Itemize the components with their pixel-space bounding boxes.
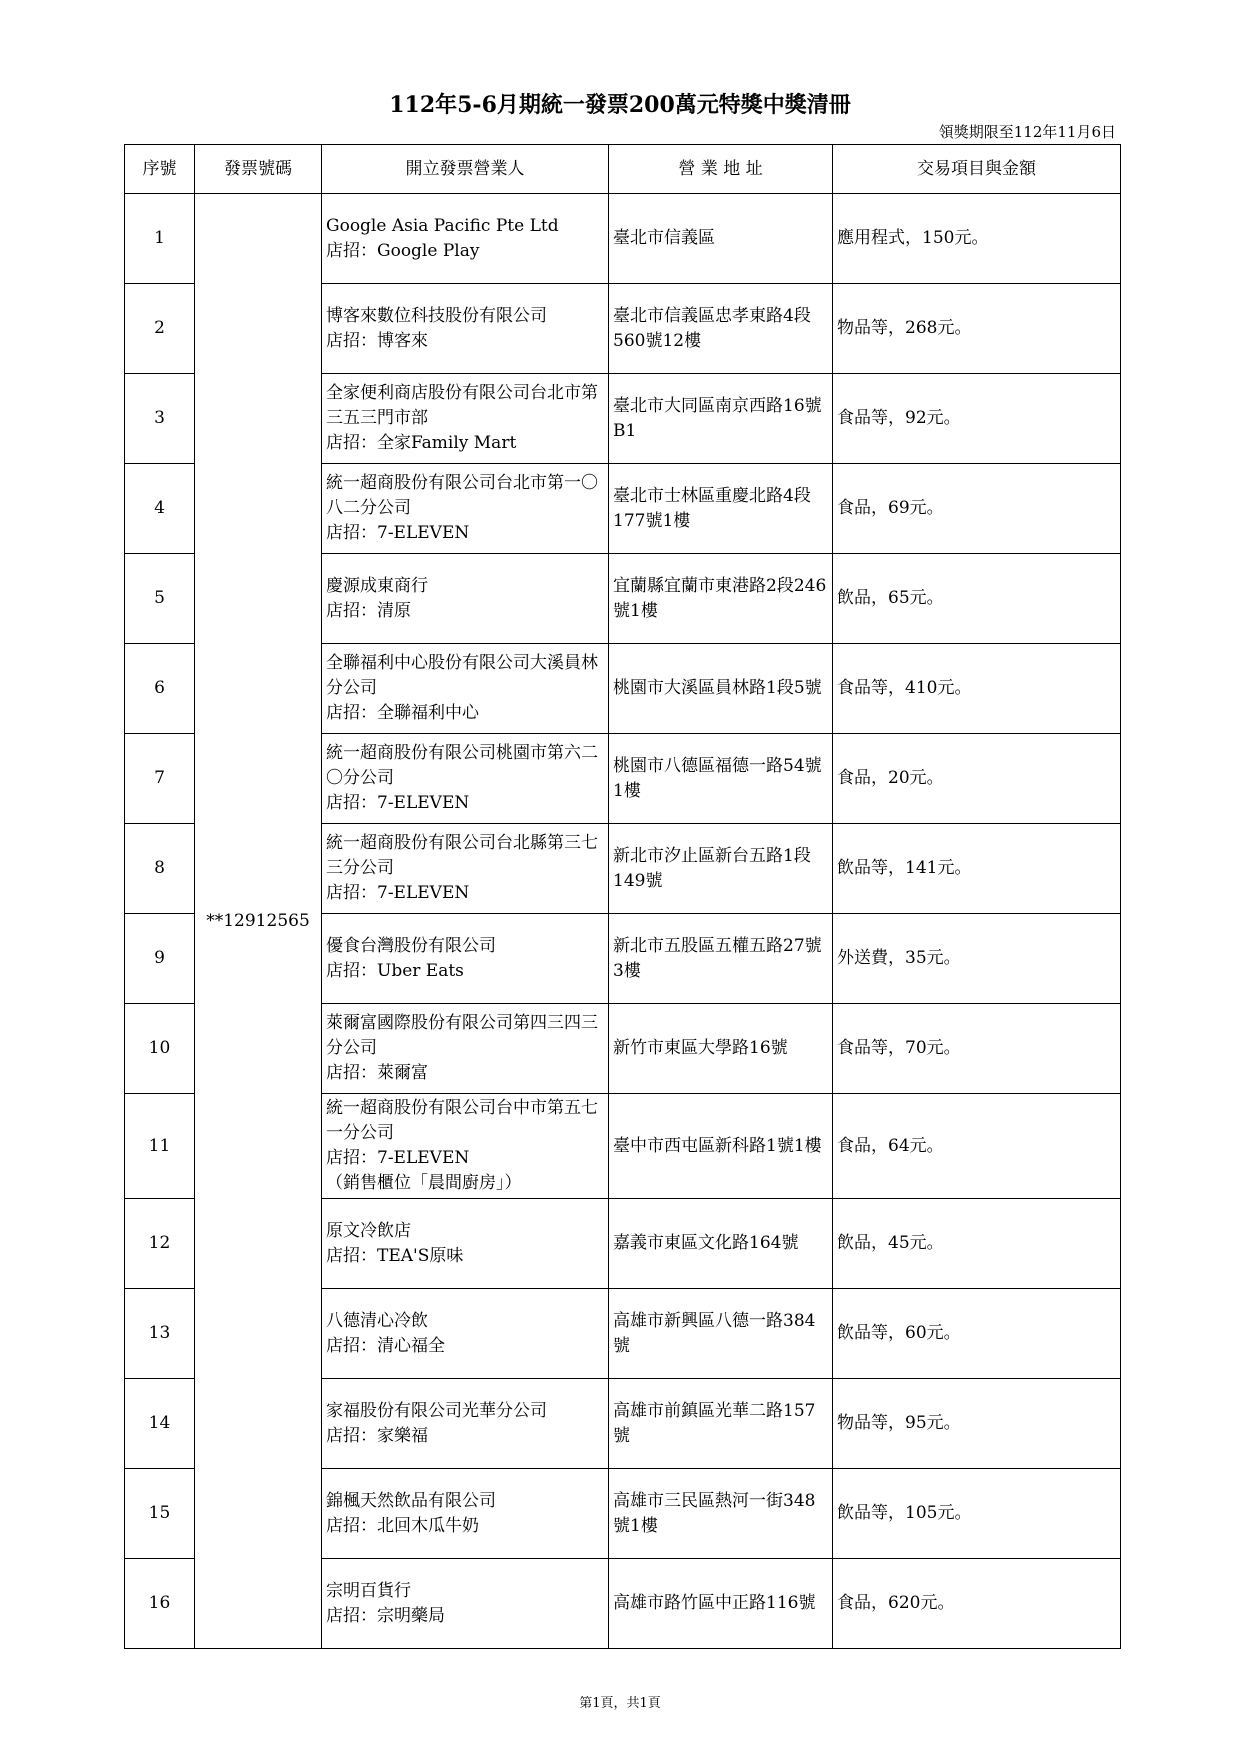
merchant-line: 店招：清原 <box>326 600 411 621</box>
row-merchant <box>322 554 609 644</box>
row-seq: 13 <box>125 1289 195 1379</box>
row-seq: 15 <box>125 1469 195 1559</box>
row-item-amount: 飲品，65元。 <box>833 554 1121 644</box>
row-item-amount: 外送費，35元。 <box>833 914 1121 1004</box>
page-footer: 第1頁，共1頁 <box>579 1696 661 1711</box>
merchant-line: 店招：Google Play <box>326 240 480 261</box>
row-seq: 5 <box>125 554 195 644</box>
row-address: 新竹市東區大學路16號 <box>609 1004 833 1094</box>
row-merchant <box>322 914 609 1004</box>
claim-deadline: 領獎期限至112年11月6日 <box>938 123 1116 141</box>
merchant-line: 店招：宗明藥局 <box>326 1605 445 1626</box>
row-seq: 11 <box>125 1094 195 1199</box>
row-seq: 8 <box>125 824 195 914</box>
row-address: 臺北市信義區 <box>609 194 833 284</box>
merchant-line: 店招：清心福全 <box>326 1335 445 1356</box>
row-seq: 16 <box>125 1559 195 1649</box>
merchant-name: 統一超商股份有限公司台北縣第三七三分公司 <box>326 833 598 878</box>
merchant-line: 店招：萊爾富 <box>326 1063 428 1083</box>
row-merchant <box>322 464 609 554</box>
row-seq: 1 <box>125 194 195 284</box>
merchant-line: （銷售櫃位「晨間廚房」） <box>326 1173 522 1193</box>
merchant-line: 店招：家樂福 <box>326 1425 428 1446</box>
merchant-line: 店招：北回木瓜牛奶 <box>326 1515 479 1536</box>
row-merchant <box>322 644 609 734</box>
row-merchant <box>322 824 609 914</box>
row-seq: 2 <box>125 284 195 374</box>
row-merchant <box>322 1379 609 1469</box>
page-title: 112年5-6月期統一發票200萬元特獎中獎清冊 <box>389 92 851 118</box>
merchant-name: 統一超商股份有限公司台北市第一〇八二分公司 <box>326 473 598 518</box>
row-item-amount: 飲品等，60元。 <box>833 1289 1121 1379</box>
header-seq: 序號 <box>125 145 195 194</box>
row-item-amount: 飲品，45元。 <box>833 1199 1121 1289</box>
row-address: 新北市五股區五權五路27號3樓 <box>609 914 833 1004</box>
table-header-row <box>125 145 1121 194</box>
row-seq: 7 <box>125 734 195 824</box>
row-item-amount: 飲品等，141元。 <box>833 824 1121 914</box>
row-item-amount: 飲品等，105元。 <box>833 1469 1121 1559</box>
merchant-name: 優食台灣股份有限公司 <box>326 935 496 956</box>
row-merchant <box>322 374 609 464</box>
header-invoice-number: 發票號碼 <box>195 145 322 194</box>
merchant-line: 店招：TEA'S原味 <box>326 1245 464 1266</box>
merchant-name: Google Asia Pacific Pte Ltd <box>326 215 559 236</box>
row-merchant <box>322 1094 609 1199</box>
row-address: 臺北市大同區南京西路16號B1 <box>609 374 833 464</box>
merchant-name: 錦楓天然飲品有限公司 <box>326 1490 496 1511</box>
row-address: 新北市汐止區新台五路1段149號 <box>609 824 833 914</box>
merchant-line: 店招：7-ELEVEN <box>326 523 470 543</box>
row-address: 臺中市西屯區新科路1號1樓 <box>609 1094 833 1199</box>
row-seq: 9 <box>125 914 195 1004</box>
row-item-amount: 食品等，92元。 <box>833 374 1121 464</box>
row-merchant <box>322 1469 609 1559</box>
row-seq: 10 <box>125 1004 195 1094</box>
row-address: 高雄市路竹區中正路116號 <box>609 1559 833 1649</box>
row-item-amount: 物品等，268元。 <box>833 284 1121 374</box>
row-seq: 4 <box>125 464 195 554</box>
row-merchant <box>322 1289 609 1379</box>
merchant-name: 慶源成東商行 <box>326 575 428 596</box>
merchant-name: 宗明百貨行 <box>326 1580 411 1601</box>
header-address: 營 業 地 址 <box>609 145 833 194</box>
merchant-line: 店招：7-ELEVEN <box>326 793 470 813</box>
row-merchant <box>322 734 609 824</box>
row-address: 高雄市前鎮區光華二路157號 <box>609 1379 833 1469</box>
row-seq: 12 <box>125 1199 195 1289</box>
merchant-line: 店招：7-ELEVEN <box>326 883 470 903</box>
row-seq: 3 <box>125 374 195 464</box>
row-item-amount: 食品，620元。 <box>833 1559 1121 1649</box>
row-item-amount: 食品等，70元。 <box>833 1004 1121 1094</box>
row-merchant <box>322 194 609 284</box>
row-item-amount: 應用程式，150元。 <box>833 194 1121 284</box>
row-merchant <box>322 1004 609 1094</box>
row-item-amount: 物品等，95元。 <box>833 1379 1121 1469</box>
row-item-amount: 食品，69元。 <box>833 464 1121 554</box>
merchant-line: 店招：全家Family Mart <box>326 433 517 453</box>
row-address: 桃園市大溪區員林路1段5號 <box>609 644 833 734</box>
merchant-name: 全聯福利中心股份有限公司大溪員林分公司 <box>326 653 598 698</box>
row-merchant <box>322 1559 609 1649</box>
merchant-name: 家福股份有限公司光華分公司 <box>326 1400 547 1421</box>
merchant-name: 八德清心冷飲 <box>326 1310 428 1331</box>
merchant-line: 店招：博客來 <box>326 330 428 351</box>
merchant-name: 原文冷飲店 <box>326 1220 411 1241</box>
merchant-line: 店招：7-ELEVEN <box>326 1148 470 1168</box>
merchant-name: 統一超商股份有限公司台中市第五七一分公司 <box>326 1098 598 1143</box>
row-address: 臺北市士林區重慶北路4段177號1樓 <box>609 464 833 554</box>
merchant-line: 店招：Uber Eats <box>326 960 464 981</box>
row-item-amount: 食品，20元。 <box>833 734 1121 824</box>
row-address: 高雄市新興區八德一路384號 <box>609 1289 833 1379</box>
row-address: 嘉義市東區文化路164號 <box>609 1199 833 1289</box>
merchant-name: 萊爾富國際股份有限公司第四三四三分公司 <box>326 1013 598 1058</box>
winners-table <box>124 144 1121 1649</box>
row-item-amount: 食品，64元。 <box>833 1094 1121 1199</box>
merchant-line: 店招：全聯福利中心 <box>326 703 479 723</box>
row-address: 臺北市信義區忠孝東路4段560號12樓 <box>609 284 833 374</box>
merchant-name: 統一超商股份有限公司桃園市第六二〇分公司 <box>326 743 598 788</box>
row-address: 宜蘭縣宜蘭市東港路2段246號1樓 <box>609 554 833 644</box>
row-seq: 14 <box>125 1379 195 1469</box>
table-body <box>125 194 1121 1649</box>
row-address: 桃園市八德區福德一路54號1樓 <box>609 734 833 824</box>
row-address: 高雄市三民區熱河一街348號1樓 <box>609 1469 833 1559</box>
header-merchant: 開立發票營業人 <box>322 145 609 194</box>
invoice-number: **12912565 <box>195 194 322 1649</box>
merchant-name: 博客來數位科技股份有限公司 <box>326 305 547 326</box>
row-merchant <box>322 284 609 374</box>
row-item-amount: 食品等，410元。 <box>833 644 1121 734</box>
header-item-amount: 交易項目與金額 <box>833 145 1121 194</box>
merchant-name: 全家便利商店股份有限公司台北市第三五三門市部 <box>326 383 598 428</box>
row-merchant <box>322 1199 609 1289</box>
table-row <box>125 194 1121 284</box>
row-seq: 6 <box>125 644 195 734</box>
